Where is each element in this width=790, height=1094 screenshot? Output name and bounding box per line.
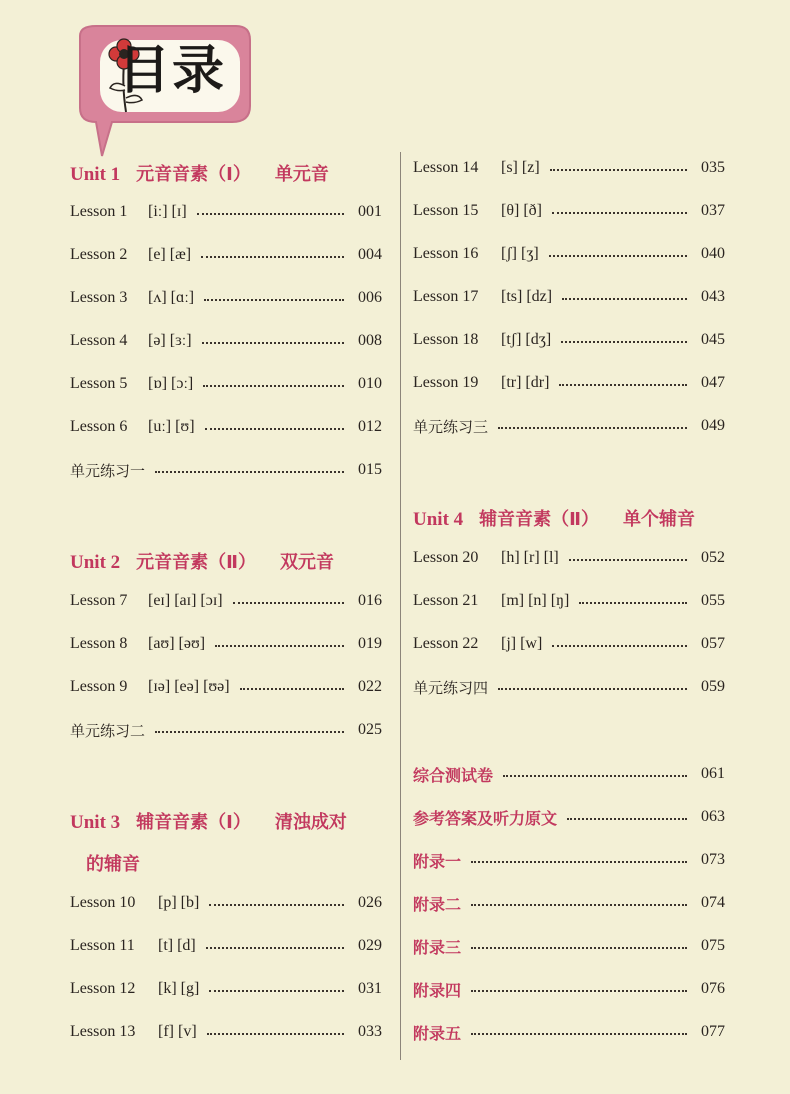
- toc-entry-review-2[interactable]: 单元练习二 025: [70, 721, 382, 740]
- toc-entry-lesson-12[interactable]: Lesson 12 [k] [g] 031: [70, 980, 382, 997]
- toc-entry-appendix-1[interactable]: 附录一 073: [413, 851, 725, 871]
- toc-entry-lesson-13[interactable]: Lesson 13 [f] [v] 033: [70, 1023, 382, 1040]
- unit-heading-3-continued: 的辅音: [86, 854, 140, 875]
- page-title: 目录: [118, 41, 227, 101]
- toc-entry-review-4[interactable]: 单元练习四 059: [413, 678, 725, 697]
- toc-entry-lesson-11[interactable]: Lesson 11 [t] [d] 029: [70, 937, 382, 954]
- toc-entry-lesson-4[interactable]: Lesson 4 [ə] [ɜː] 008: [70, 332, 382, 349]
- toc-entry-lesson-6[interactable]: Lesson 6 [uː] [ʊ] 012: [70, 418, 382, 435]
- unit-heading-1: Unit 1 元音音素（Ⅰ） 单元音: [70, 164, 329, 185]
- toc-entry-appendix-3[interactable]: 附录三 075: [413, 937, 725, 957]
- toc-entry-appendix-2[interactable]: 附录二 074: [413, 894, 725, 914]
- toc-entry-lesson-19[interactable]: Lesson 19 [tr] [dr] 047: [413, 374, 725, 391]
- toc-entry-lesson-21[interactable]: Lesson 21 [m] [n] [ŋ] 055: [413, 592, 725, 609]
- toc-entry-appendix-4[interactable]: 附录四 076: [413, 980, 725, 1000]
- toc-entry-review-1[interactable]: 单元练习一 015: [70, 461, 382, 480]
- toc-entry-review-3[interactable]: 单元练习三 049: [413, 417, 725, 436]
- unit-heading-3: Unit 3 辅音音素（Ⅰ） 清浊成对: [70, 812, 347, 833]
- unit-heading-2: Unit 2 元音音素（Ⅱ） 双元音: [70, 552, 335, 573]
- title-badge: [66, 22, 252, 160]
- toc-entry-lesson-16[interactable]: Lesson 16 [ʃ] [ʒ] 040: [413, 245, 725, 262]
- toc-entry-appendix-5[interactable]: 附录五 077: [413, 1023, 725, 1043]
- toc-entry-lesson-10[interactable]: Lesson 10 [p] [b] 026: [70, 894, 382, 911]
- column-divider: [400, 152, 401, 1060]
- toc-entry-lesson-1[interactable]: Lesson 1 [iː] [ɪ] 001: [70, 203, 382, 220]
- toc-entry-lesson-7[interactable]: Lesson 7 [eɪ] [aɪ] [ɔɪ] 016: [70, 592, 382, 609]
- toc-entry-lesson-8[interactable]: Lesson 8 [aʊ] [əʊ] 019: [70, 635, 382, 652]
- toc-entry-lesson-14[interactable]: Lesson 14 [s] [z] 035: [413, 159, 725, 176]
- toc-entry-answer-key[interactable]: 参考答案及听力原文 063: [413, 808, 725, 828]
- toc-entry-lesson-15[interactable]: Lesson 15 [θ] [ð] 037: [413, 202, 725, 219]
- toc-entry-lesson-22[interactable]: Lesson 22 [j] [w] 057: [413, 635, 725, 652]
- toc-entry-lesson-17[interactable]: Lesson 17 [ts] [dz] 043: [413, 288, 725, 305]
- toc-entry-lesson-20[interactable]: Lesson 20 [h] [r] [l] 052: [413, 549, 725, 566]
- toc-entry-comprehensive-test[interactable]: 综合测试卷 061: [413, 765, 725, 785]
- toc-entry-lesson-18[interactable]: Lesson 18 [tʃ] [dʒ] 045: [413, 331, 725, 348]
- unit-heading-4: Unit 4 辅音音素（Ⅱ） 单个辅音: [413, 509, 696, 530]
- toc-entry-lesson-3[interactable]: Lesson 3 [ʌ] [ɑː] 006: [70, 289, 382, 306]
- toc-entry-lesson-2[interactable]: Lesson 2 [e] [æ] 004: [70, 246, 382, 263]
- toc-entry-lesson-9[interactable]: Lesson 9 [ɪə] [eə] [ʊə] 022: [70, 678, 382, 695]
- toc-entry-lesson-5[interactable]: Lesson 5 [ɒ] [ɔː] 010: [70, 375, 382, 392]
